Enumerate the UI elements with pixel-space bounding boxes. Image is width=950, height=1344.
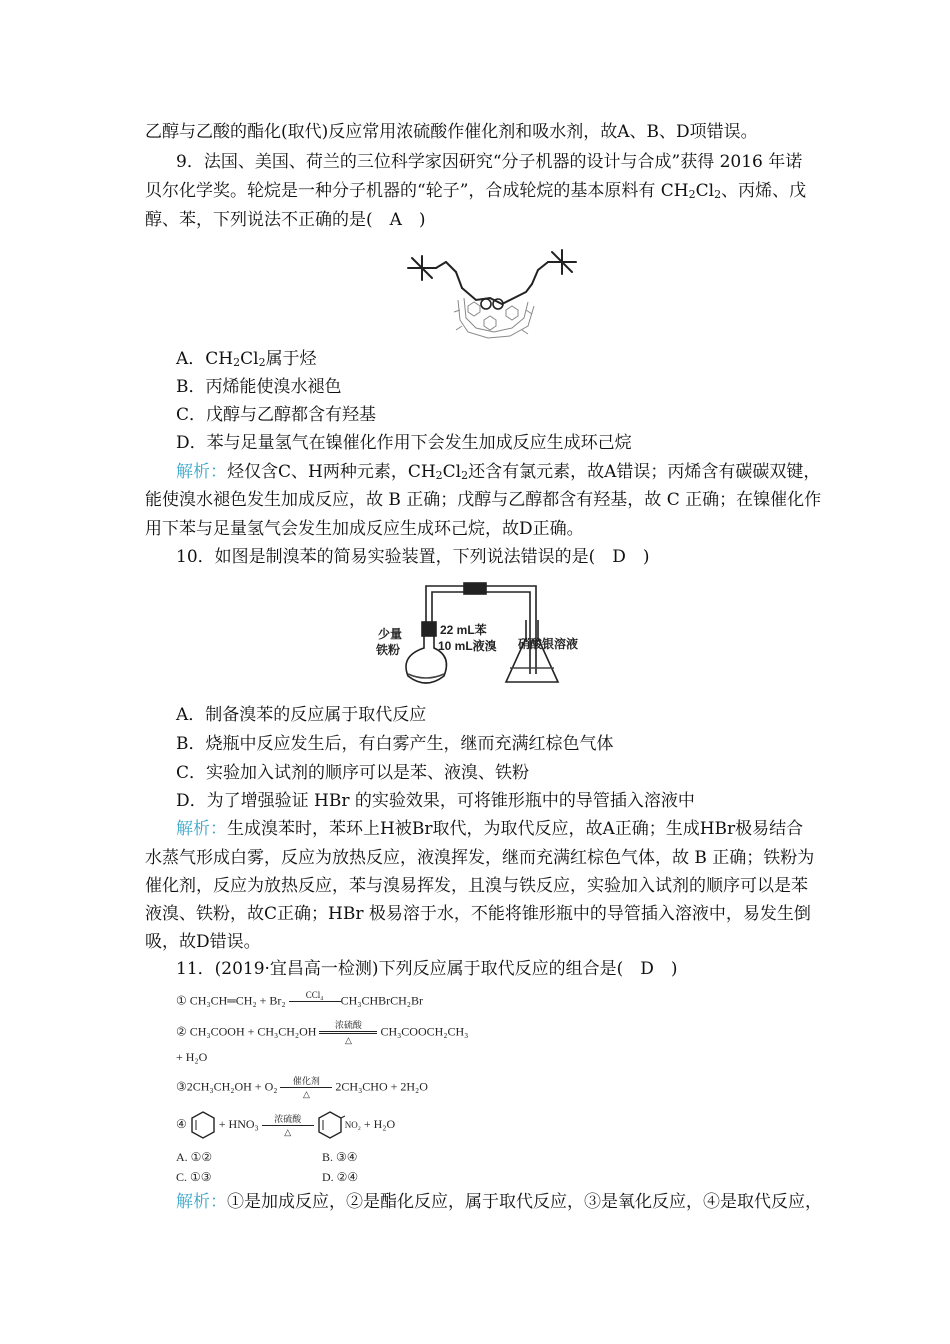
option-10-C: C．实验加入试剂的顺序可以是苯、液溴、铁粉 — [176, 763, 530, 783]
rotaxane-structure-figure — [398, 240, 586, 344]
solution-9-line-1: 解析：烃仅含C、H两种元素，$CH_2Cl_2$还含有氯元素，故A错误；丙烯含有碳碳双键， — [176, 462, 821, 482]
apparatus-label-benzene: 22 mL苯 — [440, 623, 487, 637]
solution-label: 解析： — [176, 462, 227, 482]
option-10-A: A．制备溴苯的反应属于取代反应 — [176, 705, 427, 725]
reaction-4: ④ + HNO₃ 浓硫酸 △ NO₂ + H₂O — [176, 1110, 395, 1140]
reaction-arrow: CCl₄ — [289, 990, 341, 1013]
apparatus-label-bromine: 10 mL液溴 — [438, 639, 497, 653]
solution-10-line-3: 催化剂，反应为放热反应，苯与溴易挥发，且溴与铁反应，实验加入试剂的顺序可以是苯 — [145, 876, 808, 896]
reaction-2-continuation: + H₂O — [176, 1050, 208, 1064]
solution-label: 解析： — [176, 819, 227, 839]
option-9-C: C．戊醇与乙醇都含有羟基 — [176, 405, 377, 425]
option-9-A: A．$CH_2Cl_2$属于烃 — [176, 349, 317, 369]
question-9-line-1: 9．法国、美国、荷兰的三位科学家因研究“分子机器的设计与合成”获得 2016 年诺 — [176, 152, 803, 172]
option-11-C: C. ①③ — [176, 1170, 212, 1184]
solution-10-line-1: 解析：生成溴苯时，苯环上H被Br取代，为取代反应，故A正确；生成HBr极易结合 — [176, 819, 804, 839]
benzene-ring-icon — [190, 1110, 216, 1140]
apparatus-label-iron-1: 少量 — [378, 627, 403, 641]
apparatus-label-silver-nitrate: 硝酸银溶液 — [518, 637, 578, 651]
solution-9-line-2: 能使溴水褪色发生加成反应，故 B 正确；戊醇与乙醇都含有羟基，故 C 正确；在镍催化作 — [145, 490, 822, 510]
reaction-arrow: 催化剂 △ — [280, 1076, 332, 1099]
text-line: 乙醇与乙酸的酯化(取代)反应常用浓硫酸作催化剂和吸水剂，故A、B、D项错误。 — [145, 122, 758, 142]
option-10-D: D．为了增强验证 HBr 的实验效果，可将锥形瓶中的导管插入溶液中 — [176, 791, 695, 811]
option-11-B: B. ③④ — [322, 1150, 358, 1164]
nitrobenzene-ring-icon — [317, 1110, 345, 1140]
option-11-A: A. ①② — [176, 1150, 213, 1164]
solution-label: 解析： — [176, 1192, 227, 1212]
solution-10-line-2: 水蒸气形成白雾，反应为放热反应，液溴挥发，继而充满红棕色气体，故 B 正确；铁粉为 — [145, 848, 815, 868]
question-10: 10．如图是制溴苯的简易实验装置，下列说法错误的是( D ) — [176, 547, 650, 567]
apparatus-label-iron-2: 铁粉 — [376, 643, 401, 657]
reaction-2: ② CH₃COOH + CH₃CH₂OH 浓硫酸 △ CH₃COOCH₂CH₃ — [176, 1020, 469, 1045]
solution-10-line-5: 吸，故D错误。 — [145, 932, 261, 952]
option-9-D: D．苯与足量氢气在镍催化作用下会发生加成反应生成环己烷 — [176, 433, 632, 453]
reaction-arrow: 浓硫酸 △ — [262, 1114, 314, 1137]
option-9-B: B．丙烯能使溴水褪色 — [176, 377, 342, 397]
reversible-arrow: 浓硫酸 △ — [319, 1020, 377, 1045]
option-11-D: D. ②④ — [322, 1170, 359, 1184]
question-9-line-2: 贝尔化学奖。轮烷是一种分子机器的“轮子”，合成轮烷的基本原料有 $CH_2Cl_2$、丙烯、戊 — [145, 181, 807, 201]
option-10-B: B．烧瓶中反应发生后，有白雾产生，继而充满红棕色气体 — [176, 734, 614, 754]
solution-9-line-3: 用下苯与足量氢气会发生加成反应生成环己烷，故D正确。 — [145, 519, 584, 539]
question-9-line-3: 醇、苯，下列说法不正确的是( A ) — [145, 210, 426, 230]
question-11: 11．(2019·宜昌高一检测)下列反应属于取代反应的组合是( D ) — [176, 959, 678, 979]
bromobenzene-apparatus-figure — [372, 578, 578, 692]
solution-10-line-4: 液溴、铁粉，故C正确；HBr 极易溶于水，不能将锥形瓶中的导管插入溶液中，易发生倒 — [145, 904, 811, 924]
solution-11-line-1: 解析：①是加成反应，②是酯化反应，属于取代反应，③是氧化反应，④是取代反应， — [176, 1192, 822, 1212]
reaction-1: ① CH₃CH═CH₂ + Br₂ CCl₄ CH₃CHBrCH₂Br — [176, 990, 423, 1013]
reaction-3: ③2CH₃CH₂OH + O₂ 催化剂 △ 2CH₃CHO + 2H₂O — [176, 1076, 428, 1099]
